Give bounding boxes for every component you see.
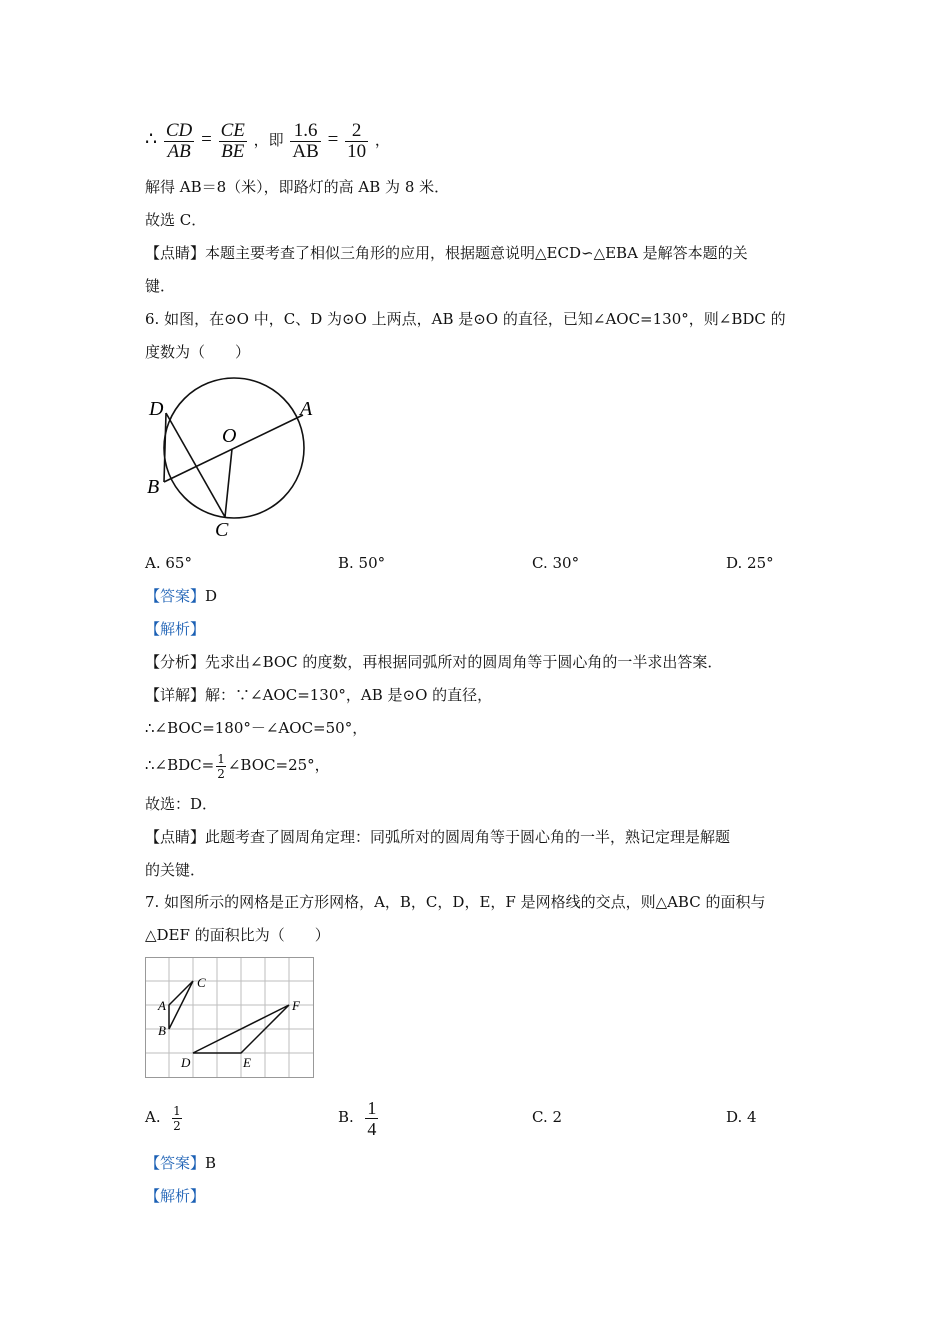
q7-option-a[interactable]: A. $\frac{1}{2}$ [145, 1103, 181, 1133]
q6-option-c[interactable]: C. 30° [532, 554, 580, 572]
q6-fenxi-line [145, 652, 722, 672]
equals-sign: = [201, 129, 212, 150]
radius-oc [225, 449, 232, 517]
fenxi-text: 先求出∠BOC 的度数，再根据同弧所对的圆周角等于圆心角的一半求出答案． [205, 653, 723, 671]
q6-option-d[interactable]: D. 25° [726, 554, 774, 572]
q6-analysis-tag: 【解析】 [145, 620, 206, 638]
q7-option-c[interactable]: C. 2 [532, 1108, 563, 1126]
q6-option-a[interactable]: A. 65° [145, 554, 192, 572]
q6-step1: ∴∠BOC=180°－∠AOC=50°， [145, 719, 368, 737]
q7-stem-line-2: △DEF 的面积比为（ ） [145, 926, 330, 944]
xiangjie-tag: 【详解】 [145, 686, 206, 704]
option-b-fraction: $\frac{1}{4}$ [367, 1097, 377, 1139]
label-b: B [158, 1023, 166, 1038]
comment-line-2: 键． [145, 277, 176, 295]
equation-end: ， [374, 131, 390, 149]
q7-option-d[interactable]: D. 4 [726, 1108, 757, 1126]
fraction-ce-be: $\frac{CE}{BE}$ [220, 119, 245, 162]
therefore-symbol: ∴ [145, 129, 158, 150]
fenxi-tag: 【分析】 [145, 653, 206, 671]
ratio-equation [145, 117, 390, 163]
answer-value: D [205, 587, 218, 605]
q6-stem-line-1: 6. 如图，在⊙O 中，C、D 为⊙O 上两点，AB 是⊙O 的直径，已知∠AOC=130°，则∠BDC 的 [145, 310, 786, 328]
label-o: O [222, 425, 237, 447]
comment-text: 本题主要考查了相似三角形的应用，根据题意说明△ECD∽△EBA 是解答本题的关 [205, 244, 748, 262]
q6-option-b[interactable]: B. 50° [338, 554, 386, 572]
fraction-1.6-ab: $\frac{1.6}{AB}$ [292, 119, 319, 162]
label-d: D [181, 1055, 191, 1070]
comment-tag: 【点睛】 [145, 244, 206, 262]
q7-analysis-tag: 【解析】 [145, 1187, 206, 1205]
fraction-2-10: $\frac{2}{10}$ [347, 119, 367, 162]
chord-db [164, 413, 166, 482]
xiangjie-text: 解：∵∠AOC=130°，AB 是⊙O 的直径， [205, 686, 493, 704]
solution-line: 解得 AB＝8（米），即路灯的高 AB 为 8 米． [145, 178, 450, 196]
label-a: A [300, 398, 313, 420]
half-fraction: $\frac{1}{2}$ [217, 751, 225, 781]
fraction-cd-ab: $\frac{CD}{AB}$ [165, 119, 193, 162]
circle-diagram [140, 365, 330, 545]
q6-answer-line [145, 586, 217, 606]
grid-diagram [145, 957, 317, 1081]
answer-tag: 【答案】 [145, 1154, 206, 1172]
equals-sign: = [327, 129, 339, 150]
choose-line: 故选 C． [145, 211, 207, 229]
label-f: F [292, 998, 300, 1013]
q6-step2: ∴∠BDC= $\frac{1}{2}$ ∠BOC=25°， [145, 751, 330, 781]
answer-value: B [205, 1154, 217, 1172]
equation-connector: ，即 [253, 131, 284, 149]
label-a: A [158, 998, 166, 1013]
q7-answer-line [145, 1153, 216, 1173]
option-a-fraction: $\frac{1}{2}$ [173, 1103, 181, 1133]
q6-dianjing-line-2: 的关键． [145, 861, 206, 879]
label-b: B [147, 476, 160, 498]
label-e: E [243, 1055, 251, 1070]
q7-stem-line-1: 7. 如图所示的网格是正方形网格，A，B，C，D，E，F 是网格线的交点，则△ABC 的面积与 [145, 893, 766, 911]
dianjing-text: 此题考查了圆周角定理：同弧所对的圆周角等于圆心角的一半，熟记定理是解题 [205, 828, 731, 846]
chord-dc [166, 413, 225, 517]
q6-xiangjie-line [145, 685, 492, 705]
q7-option-b[interactable]: B. $\frac{1}{4}$ [338, 1097, 377, 1139]
answer-tag: 【答案】 [145, 587, 206, 605]
q6-stem-line-2: 度数为（ ） [145, 343, 251, 361]
q6-dianjing-line [145, 827, 730, 847]
label-c: C [197, 975, 206, 990]
label-c: C [215, 519, 229, 541]
label-d: D [149, 398, 164, 420]
comment-line [145, 243, 748, 263]
q6-choose: 故选：D． [145, 795, 218, 813]
dianjing-tag: 【点睛】 [145, 828, 206, 846]
